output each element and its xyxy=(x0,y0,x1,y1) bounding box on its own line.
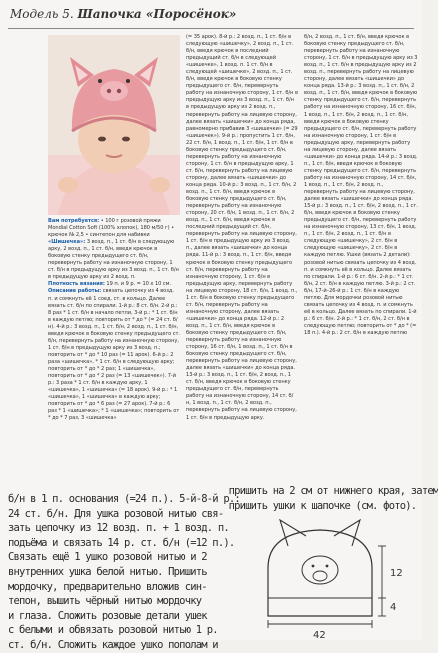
density-label: Плотность вязания: xyxy=(48,281,105,288)
dim-height-bottom: 4 xyxy=(390,602,397,613)
text-column-1 xyxy=(48,218,180,480)
handwritten-note-right: пришить на 2 см от нижнего края, затем пришить ушки к шапочке (см. фото). xyxy=(228,485,438,512)
page-title xyxy=(10,7,236,21)
left-ear xyxy=(280,520,306,546)
dim-height-top: 12 xyxy=(390,568,403,579)
snout xyxy=(313,571,327,581)
hat-pattern-diagram xyxy=(250,512,422,640)
piglet-face xyxy=(302,556,338,584)
page-header xyxy=(8,4,414,29)
text-column-2 xyxy=(186,34,298,474)
stitch-label: «Шишечка»: xyxy=(48,239,86,246)
materials-text: • 100 г розовой пряжи Mondial Cotton Soft (100% хлопок), 180 м/50 г) • крючок № 2,5 • синтепон для набивки xyxy=(48,218,175,239)
column-3-text: б/н, 2 возд. п., 1 ст. б/н, введя крючок в боковую стенку предыдущего ст. б/н, перевернуть работу на изнаночную сторону, 1 ст. б/н в предыдущую арку из 3 возд. п., 1 ст. б/н в предыдущую арку из 2 возд. п., перевернуть работу на лицевую сторону, далее вязать «шишечки» до конца ряда. 13-й р.: 3 возд. п., 1 ст. б/н, 2 возд. п., 1 ст. б/н, введя крючок в боковую стенку предыдущего ст. б/н, перевернуть работу на изнаночную сторону, 16 ст. б/н, 1 возд. п., 1 ст. б/н, 2 возд. п., 1 ст. б/н, введя крючок в боковую стенку предыдущего ст. б/н, перевернуть работу на изнаночную сторону, 1 ст. б/н в предыдущую арку, перевернуть работу на лицевую сторону, далее вязать «шишечки» до конца ряда. 14-й р.: 3 возд. п., 1 ст. б/н, введя крючок в боковую стенку предыдущего ст. б/н, перевернуть работу на изнаночную сторону, 14 ст. б/н, 1 возд. п., 1 ст. б/н, 2 возд. п., перевернуть работу на лицевую сторону, далее вязать «шишечки» до конца ряда. 15-й р.: 3 возд. п., 1 ст. б/н, 2 возд. п., 1 ст. б/н, введя крючок в боковую стенку предыдущего ст. б/н, перевернуть работу на изнаночную сторону, 13 ст. б/н, 1 возд. п., 1 ст. б/н, 2 возд. п., 1 ст. б/н в следующую «шишечку», 2 ст. б/н в следующую «шишечку», 2 ст. б/н в каждую петлю. Ушки (вязать 2 детали): розовой нитью связать цепочку из 4 возд. п. и сомкнуть её в кольцо. Далее вязать по спирали. 1-й р.: 6 ст. б/н. 2-й р.: * 1 ст. б/н, 2 ст. б/н в каждую петлю. 3-й р.: 2 ст. б/н, 17-й–26-й р.: 1 ст. б/н в каждую петлю. Для мордочки розовой нитью связать цепочку из 4 возд. п. и сомкнуть её в кольцо. Далее вязать по спирали. 1-й р.: 6 ст. б/н. 2-й р.: * 1 ст. б/н, 2 ст. б/н в следующую петлю; повторить от * до * (= 18 п.). 4-й р.: 2 ст. б/н в каждую петлю xyxy=(304,34,418,336)
right-ear xyxy=(334,520,360,546)
density-text: 19 п. и 9 р. = 10 х 10 см. xyxy=(106,281,172,288)
materials-label: Вам потребуется: xyxy=(48,218,100,224)
hat-outline xyxy=(268,530,372,616)
description-label: Описание работы: xyxy=(48,288,102,295)
description-text: связать цепочку из 4 возд. п. и сомкнуть её 1 соед. ст. в кольцо. Далее вязать ст. б/н по спирали. 1-й р.: 8 ст. б/н. 2-й р.: 8 раз * 1 ст. б/н в начало петли, 3-й р.: * 1 ст. б/н в каждую петлю; повторить от * до * (= 24 ст. б/н). 4-й р.: 3 возд. п., 1 ст. б/н, 2 возд. п., 1 ст. б/н, введя крючок в боковую стенку предыдущего ст. б/н, перевернуть работу на изнаночную сторону, 1 ст. б/н в предыдущую арку из 3 возд. п.; повторить от * до * 10 раз (= 11 арок). 6-й р.: 2 раза «шишечка», * 1 ст. б/н в следующую арку; повторить от * до * 2 раз; 1 «шишечка», повторить от * до * 2 раз (= 13 «шишечек»). 7-й р.: 3 раза * 1 ст. б/н в каждую арку, 1 «шишечка», 1 «шишечка» (= 18 арок). 9-й р.: * 1 «шишечка», 1 «шишечка» в каждую арку; повторить от * до * 6 раз (= 27 арок). 7-й р.: 6 раз * 1 «шишечка»; * 1 «шишечка»; повторить от * до * 7 раз, 3 «шишечка» xyxy=(48,288,180,422)
handwritten-note-left: б/н в 1 п. основания (=24 п.). 5-й-8-й р.: 24 ст. б/н. Для ушка розовой нитью свя- зать цепочку из 12 возд. п. + 1 возд. п. подъёма и связать 14 р. ст. б/н (=12 п.). Связать ещё 1 ушко розовой нитью и 2 внутренних ушка белой нитью. Пришить мордочку, предварительно вложив син- тепон, вышить чёрный нитью мордочку и глаза. Сложить розовые детали ушек с белыми и обвязать розовой нитью 1 р. ст. б/н. Сложить каждое ушко пополам и xyxy=(8,493,240,651)
baby-photo xyxy=(48,35,180,215)
model-title: Шапочка «Поросёнок» xyxy=(77,7,237,21)
baby-in-pig-hat-illustration xyxy=(48,35,180,215)
eye-left xyxy=(312,565,315,568)
model-label: Модель 5. xyxy=(10,7,74,21)
eye-right xyxy=(326,565,329,568)
dim-width: 42 xyxy=(313,630,326,641)
text-column-3 xyxy=(304,34,418,474)
column-2-text: (= 35 арок). 8-й р.: 2 возд. п., 1 ст. б/н в следующую «шишечку», 2 возд. п., 1 ст. б/н, введя крючок в последний предыдущий ст. б/н в следующей «шишечке», 1 возд. п. 1 ст. б/н в следующей «шишечке», 2 возд. п., 1 ст. б/н, введя крючок в боковую стенку предыдущего ст. б/н, перевернуть работу на изнаночную сторону, 1 ст. б/н в предыдущую арку из 3 возд. п., 1 ст. б/н в предыдущую арку из 2 возд. п., перевернуть работу на лицевую сторону, далее вязать «шишечки» до конца ряда, равномерно прибавив 3 «шишечки» (= 29 «шишечек»). 9-й р.: пропустить 1 ст. б/н, 22 ст. б/н, 1 возд. п., 1 ст. б/н, 1 ст. б/н в боковую стенку предыдущего ст. б/н, перевернуть работу на изнаночную сторону, 1 ст. б/н в предыдущую арку, 1 ст. б/н, перевернуть работу на лицевую сторону, далее вязать «шишечки» до конца ряда. 10-й р.: 3 возд. п., 1 ст. б/н, 2 возд. п., 1 ст. б/н, введя крючок в боковую стенку предыдущего ст. б/н, перевернуть работу на изнаночную сторону, 20 ст. б/н, 1 возд. п., 1 ст. б/н, 2 возд. п., 1 ст. б/н, введя крючок в последний предыдущий ст. б/н, перевернуть работу на лицевую сторону, 1 ст. б/н в предыдущую арку из 3 возд. п., далее вязать «шишечки» до конца ряда. 11-й р.: 3 возд. п., 1 ст. б/н, введя крючок в боковую стенку предыдущего ст. б/н, перевернуть работу на изнаночную сторону, 1 ст. б/н в предыдущую арку, перевернуть работу на лицевую сторону, 18 ст. б/н, 1 возд. п., 1 ст. б/н в боковую стенку предыдущего ст. б/н, перевернуть работу на изнаночную сторону, далее вязать «шишечки» до конца ряда. 12-й р.: 2 возд. п., 1 ст. б/н, введя крючок в боковую стенку предыдущего ст. б/н, перевернуть работу на изнаночную сторону, 16 ст. б/н, 1 возд. п., 1 ст. б/н в боковую стенку предыдущего ст. б/н, перевернуть работу на лицевую сторону, далее вязать «шишечки» до конца ряда. 13-й р.: 3 возд. п., 1 ст. б/н, 2 возд. п., 1 ст. б/н, введя крючок в боковую стенку предыдущего ст. б/н, перевернуть работу на изнаночную сторону, 14 ст. б/н, 1 возд. п., 1 ст. б/н, 2 возд. п., перевернуть работу на лицевую сторону, 1 ст. б/н в предыдущую арку. xyxy=(186,34,298,421)
stitch-text: 3 возд. п., 1 ст. б/н в следующую арку, 2 возд. п., 1 ст. б/н, введя крючок в боковую стенку предыдущего ст. б/н, перевернуть работу на изнаночную сторону, 1 ст. б/н в предыдущую арку из 3 возд. п., 1 ст. б/н в предыдущую арку из 2 возд. п. xyxy=(48,239,179,281)
